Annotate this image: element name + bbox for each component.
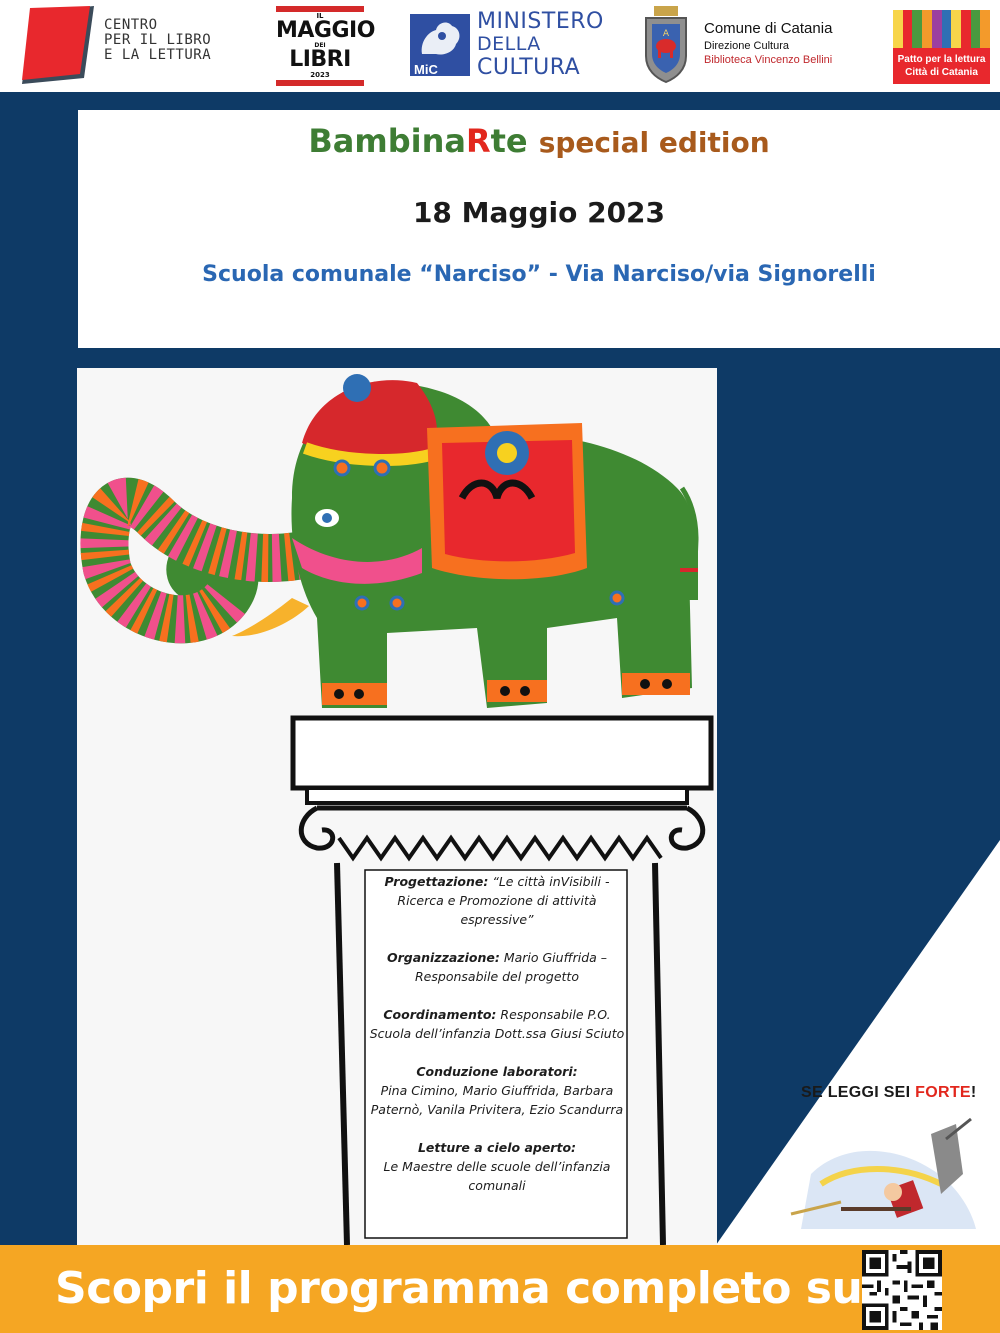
- promo-title-excl: !: [970, 1084, 977, 1101]
- maggio-word: MAGGIO: [276, 18, 375, 43]
- centro-libro-logo-icon: [22, 6, 96, 84]
- ministero-line3: CULTURA: [477, 55, 581, 80]
- brand-edition: special edition: [538, 126, 770, 159]
- patto-bars-icon: [893, 10, 990, 48]
- qr-code-icon[interactable]: [862, 1250, 942, 1330]
- comune-library: Biblioteca Vincenzo Bellini: [704, 54, 833, 66]
- promo-title-forte: FORTE: [915, 1084, 971, 1101]
- conduzione-label: Conduzione laboratori:: [416, 1064, 578, 1079]
- letture-text: Le Maestre delle scuole dell’infanzia comunali: [383, 1159, 611, 1193]
- maggio-dei-libri-logo: [276, 6, 375, 86]
- promo-title: [801, 1084, 977, 1102]
- coordinamento-text: Responsabile P.O. Scuola dell’infanzia Dott.ssa Giusi Sciuto: [369, 1007, 625, 1041]
- patto-line2: Città di Catania: [905, 67, 978, 78]
- ministero-line2: DELLA: [477, 33, 541, 55]
- cpl-line1: CENTRO: [104, 17, 158, 33]
- brand-bambina: Bambina: [308, 122, 466, 160]
- credit-conduzione: [366, 1062, 628, 1119]
- ministero-line1: MINISTERO: [477, 9, 604, 34]
- credit-progettazione: [366, 872, 628, 929]
- event-date: 18 Maggio 2023: [412, 196, 666, 229]
- organizzazione-label: Organizzazione:: [386, 950, 500, 965]
- comune-name: Comune di Catania: [704, 20, 833, 37]
- mic-label: MiC: [414, 62, 438, 77]
- credit-organizzazione: [366, 948, 628, 986]
- event-credits: [366, 868, 628, 1236]
- letture-label: Letture a cielo aperto:: [417, 1140, 577, 1155]
- centro-libro-text: [104, 18, 211, 63]
- ministero-cultura-text: [477, 10, 604, 79]
- footer-banner: [0, 1245, 1000, 1333]
- patto-line1: Patto per la lettura: [897, 54, 986, 65]
- brand-te: te: [490, 122, 528, 160]
- comune-dept: Direzione Cultura: [704, 40, 789, 52]
- footer-text: Scopri il programma completo su: [55, 1263, 863, 1314]
- knight-illustration-icon: [781, 1114, 991, 1238]
- catania-coat-of-arms-icon: [640, 6, 692, 86]
- credit-coordinamento: [366, 1005, 628, 1043]
- coordinamento-label: Coordinamento:: [383, 1007, 497, 1022]
- progettazione-text: “Le città inVisibili - Ricerca e Promozione di attività espressive”: [397, 874, 610, 927]
- event-title-box: [78, 110, 1000, 348]
- promo-title-a: SE LEGGI SEI: [801, 1084, 916, 1101]
- conduzione-text: Pina Cimino, Mario Giuffrida, Barbara Paternò, Vanila Privitera, Ezio Scandurra: [370, 1083, 624, 1117]
- patto-lettura-logo: [893, 10, 990, 84]
- se-leggi-sei-forte-promo: [777, 1080, 992, 1240]
- maggio-il: IL: [316, 12, 324, 20]
- event-brand: [78, 122, 1000, 160]
- cpl-line2: PER IL LIBRO: [104, 32, 212, 48]
- comune-catania-text: [704, 20, 832, 66]
- svg-text:A: A: [662, 29, 670, 39]
- brand-r: R: [465, 122, 491, 160]
- progettazione-label: Progettazione:: [384, 874, 489, 889]
- credit-letture: [366, 1138, 628, 1195]
- maggio-libri: LIBRI: [289, 47, 351, 72]
- organizzazione-text: Mario Giuffrida – Responsabile del progetto: [415, 950, 608, 984]
- logos-header: [0, 0, 1000, 92]
- maggio-dei: DEI: [314, 42, 326, 49]
- event-place: Scuola comunale “Narciso” - Via Narciso/via Signorelli: [202, 262, 876, 287]
- cpl-line3: E LA LETTURA: [104, 47, 212, 63]
- maggio-year: 2023: [310, 71, 330, 79]
